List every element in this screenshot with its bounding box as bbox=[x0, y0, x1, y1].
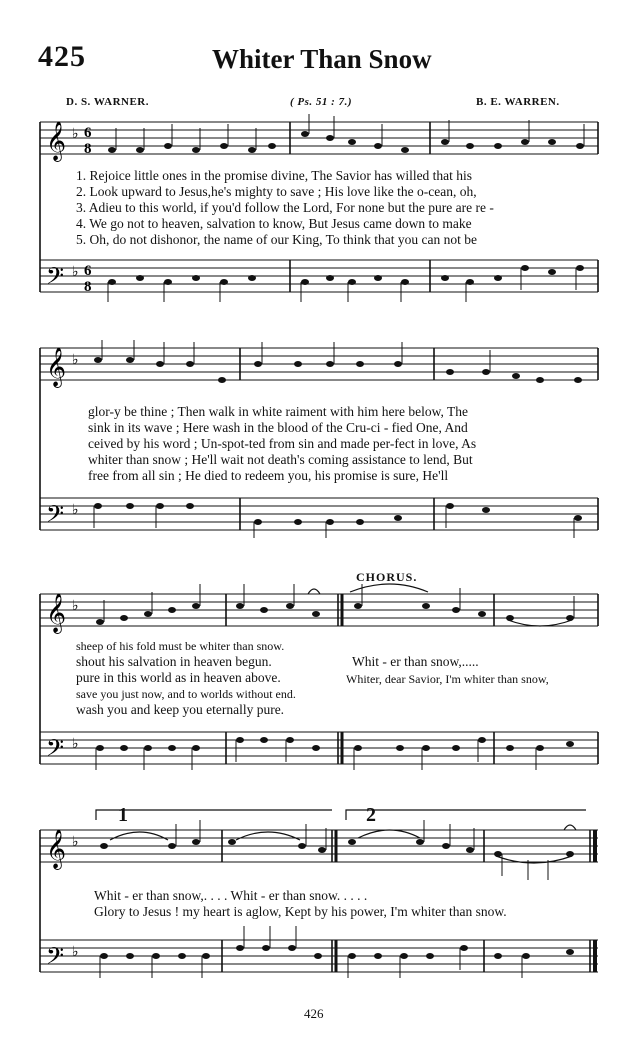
svg-text:♭: ♭ bbox=[72, 835, 79, 850]
verse-4-line-2: whiter than snow ; He'll wait not death's coming assistance to lend, But bbox=[88, 452, 473, 467]
svg-text:8: 8 bbox=[84, 141, 92, 157]
verse-1-line-1: 1. Rejoice little ones in the promise divine, The Savior has willed that his bbox=[76, 168, 473, 183]
verse-2-line-3: shout his salvation in heaven begun. bbox=[76, 654, 272, 669]
scripture-reference: ( Ps. 51 : 7.) bbox=[290, 96, 352, 108]
music-system-1 bbox=[0, 112, 640, 302]
music-system-3 bbox=[0, 572, 640, 772]
second-ending-number: 2 bbox=[366, 804, 376, 826]
svg-text:𝄞: 𝄞 bbox=[46, 593, 67, 633]
page-number: 426 bbox=[304, 1006, 324, 1021]
svg-text:♭: ♭ bbox=[72, 127, 79, 142]
svg-text:𝄢: 𝄢 bbox=[46, 734, 65, 767]
svg-text:♭: ♭ bbox=[72, 353, 79, 368]
composer-credit: B. E. WARREN. bbox=[476, 96, 560, 108]
first-ending-number: 1 bbox=[118, 804, 128, 826]
verse-3-line-3: pure in this world as in heaven above. bbox=[76, 670, 281, 685]
svg-text:♭: ♭ bbox=[72, 265, 79, 280]
chorus-line-3-upper: Whit - er than snow,..... bbox=[352, 654, 479, 669]
svg-text:𝄢: 𝄢 bbox=[46, 942, 65, 975]
verse-1-line-2: glor-y be thine ; Then walk in white raiment with him here below, The bbox=[88, 404, 469, 419]
svg-text:♭: ♭ bbox=[72, 945, 79, 960]
verse-3-line-2: ceived by his word ; Un-spot-ted from sin and made per-fect in love, As bbox=[88, 436, 477, 451]
svg-text:𝄢: 𝄢 bbox=[46, 262, 65, 295]
svg-text:𝄞: 𝄞 bbox=[46, 829, 67, 869]
svg-text:8: 8 bbox=[84, 279, 92, 295]
chorus-line-4-lower: Glory to Jesus ! my heart is aglow, Kept by his power, I'm whiter than snow. bbox=[94, 904, 507, 919]
verse-5-line-1: 5. Oh, do not dishonor, the name of our King, To think that you can not be bbox=[76, 232, 477, 247]
verse-5-line-3: wash you and keep you eternally pure. bbox=[76, 702, 285, 717]
chorus-line-3-lower: Whiter, dear Savior, I'm whiter than snow, bbox=[346, 672, 549, 686]
svg-text:6: 6 bbox=[84, 263, 92, 279]
verse-4-line-3: save you just now, and to worlds without end. bbox=[76, 687, 296, 701]
chorus-label: CHORUS. bbox=[356, 570, 418, 584]
chorus-line-4-upper: Whit - er than snow,. . . . Whit - er than snow. . . . . bbox=[94, 888, 368, 903]
hymn-number: 425 bbox=[38, 40, 86, 73]
svg-text:𝄢: 𝄢 bbox=[46, 500, 65, 533]
verse-5-line-2: free from all sin ; He died to redeem you, his promise is sure, He'll bbox=[88, 468, 449, 483]
music-system-2 bbox=[0, 338, 640, 538]
lyricist-credit: D. S. WARNER. bbox=[66, 96, 150, 108]
svg-text:♭: ♭ bbox=[72, 737, 79, 752]
verse-2-line-2: sink in its wave ; Here wash in the blood of the Cru-ci - fied One, And bbox=[88, 420, 468, 435]
music-system-4 bbox=[0, 800, 640, 990]
verse-4-line-1: 4. We go not to heaven, salvation to know, But Jesus came down to make bbox=[76, 216, 472, 231]
svg-text:𝄞: 𝄞 bbox=[46, 347, 67, 387]
svg-text:♭: ♭ bbox=[72, 599, 79, 614]
verse-3-line-1: 3. Adieu to this world, if you'd follow the Lord, For none but the pure are re - bbox=[76, 200, 494, 215]
svg-text:𝄞: 𝄞 bbox=[46, 121, 67, 161]
verse-1-line-3: sheep of his fold must be whiter than snow. bbox=[76, 639, 285, 653]
svg-text:6: 6 bbox=[84, 125, 92, 141]
verse-2-line-1: 2. Look upward to Jesus,he's mighty to save ; His love like the o-cean, oh, bbox=[76, 184, 477, 199]
hymn-title: Whiter Than Snow bbox=[212, 44, 432, 74]
svg-text:♭: ♭ bbox=[72, 503, 79, 518]
